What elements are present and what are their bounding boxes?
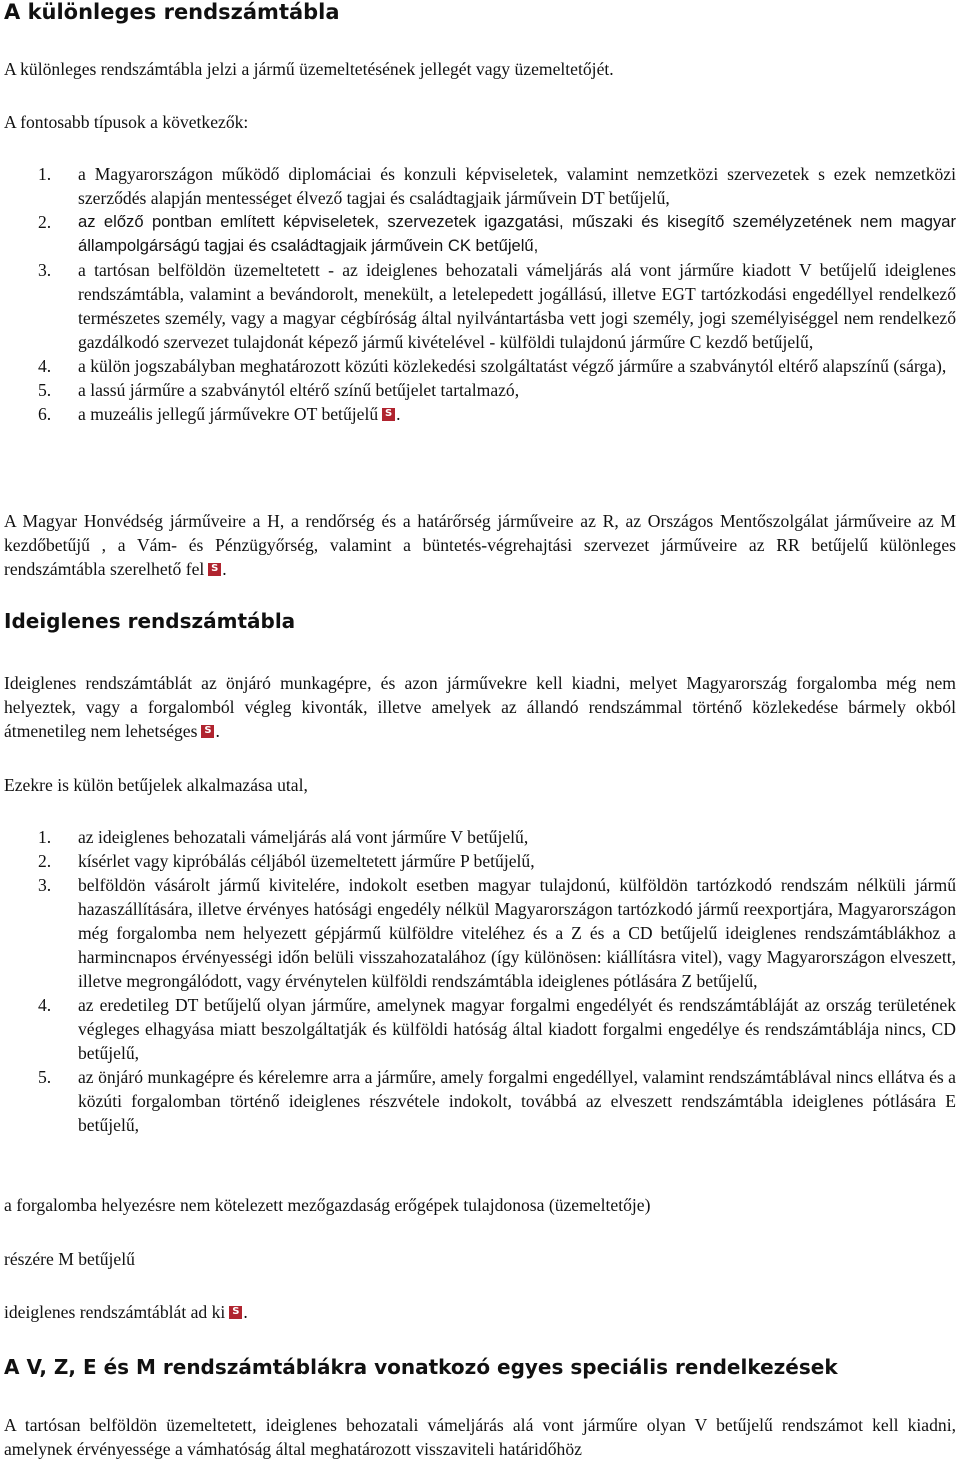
list-number: 4.	[38, 995, 52, 1015]
paragraph-intro: A különleges rendszámtábla jelzi a jármű üzemeltetésének jellegét vagy üzemeltetőjét.	[4, 59, 614, 79]
list-item	[0, 162, 956, 210]
list-number: 5.	[38, 380, 52, 400]
list-text: a külön jogszabályban meghatározott közúti közlekedési szolgáltatást végző járműre a szabványtól eltérő alapszínű (sárga),	[78, 356, 947, 376]
section-title-kulonleges: A különleges rendszámtábla	[4, 0, 340, 24]
paragraph-end: .	[243, 1302, 248, 1322]
section-title-ideiglenes: Ideiglenes rendszámtábla	[4, 609, 296, 633]
list-text: az önjáró munkagépre és kérelemre arra a járműre, amely forgalmi engedéllyel, valamint rendszámtáblával nincs ellátva és a közúti forgalomban történő ideiglenes részvétele indokolt, továbbá az elveszett rendszámtábla ideiglenes pótlására E betűjelű,	[78, 1067, 956, 1135]
list-item	[0, 258, 956, 354]
list-text: a lassú járműre a szabványtól eltérő színű betűjelet tartalmazó,	[78, 380, 520, 400]
list-text: kísérlet vagy kipróbálás céljából üzemeltetett járműre P betűjelű,	[78, 851, 535, 871]
list-text: a Magyarországon működő diplomáciai és konzuli képviseletek, valamint nemzetközi szervezetek s ezek nemzetközi szerződés alapján mentességet élvező tagjai és családtagjaik járművein DT betűjelű,	[78, 164, 956, 208]
temporary-plates-list	[0, 825, 956, 1137]
list-text: az eredetileg DT betűjelű olyan járműre, amelynek magyar forgalmi engedélyét és rendszámtábláját az ország területének végleges elhagyása miatt beszolgáltatják és külföldi hatóság által kiadott forgalmi engedélye és rendszámtáblája nincs, CD betűjelű,	[78, 995, 956, 1063]
list-number: 1.	[38, 164, 52, 184]
list-text: belföldön vásárolt jármű kivitelére, indokolt esetben magyar tulajdonú, külföldön tartózkodó rendszám nélküli jármű hazaszállítására, illetve érvényes hatósági engedély nélkül Magyarországon tartózkodó jármű reexportjára, Magyarországon még forgalomba nem helyezett gépjármű külföldre viteléhez és a Z és a CD betűjelű ideiglenes rendszámtáblákhoz a harmincnapos érvényességi időn belüli visszahozatalához (így különösen: kiállításra vitel), vagy Magyarországon elveszett, illetve megrongálódott, vagy érvénytelen külföldi rendszámtábla ideiglenes pótlására Z betűjelű,	[78, 875, 956, 991]
paragraph-kiad	[4, 1300, 956, 1324]
paragraph-ideiglenes-intro	[4, 671, 956, 743]
paragraph-end: .	[222, 559, 227, 579]
section-title-specialis: A V, Z, E és M rendszámtáblákra vonatkozó egyes speciális rendelkezések	[4, 1355, 838, 1379]
list-text: a muzeális jellegű járművekre OT betűjelű	[78, 404, 379, 424]
paragraph-types-intro: A fontosabb típusok a következők:	[4, 112, 249, 132]
paragraph-honvedseg	[4, 509, 956, 581]
list-item	[0, 849, 956, 873]
list-text: az ideiglenes behozatali vámeljárás alá vont járműre V betűjelű,	[78, 827, 529, 847]
list-text: az előző pontban említett képviseletek, szervezetek igazgatási, műszaki és kisegítő személyzetének nem magyar állampolgárságú tagjai és családtagjaik járművein CK betűjelű,	[78, 212, 956, 255]
list-item	[0, 1065, 956, 1137]
list-item	[0, 402, 956, 426]
list-text: a tartósan belföldön üzemeltetett - az ideiglenes behozatali vámeljárás alá vont járműre kiadott V betűjelű ideiglenes rendszámtábla, valamint a bevándorolt, menekült, a letelepedett jogállású, illetve EGT tartózkodási engedéllyel rendelkező természetes személy, vagy a magyar cégbíróság által nyilvántartásba vett jogi személy, jogi személyiséggel nem rendelkező gazdálkodó szervezet tulajdonát képező jármű kivételével - külföldi tulajdonú járműre C kezdő betűjelű,	[78, 260, 956, 352]
list-item	[0, 825, 956, 849]
source-link-icon[interactable]	[201, 725, 214, 738]
paragraph-betujelek: Ezekre is külön betűjelek alkalmazása utal,	[4, 775, 308, 795]
list-number: 4.	[38, 356, 52, 376]
special-plates-list	[0, 162, 956, 426]
list-text-end: .	[396, 404, 401, 424]
source-link-icon[interactable]	[208, 563, 221, 576]
list-item	[0, 210, 956, 258]
list-number: 2.	[38, 851, 52, 871]
paragraph-honvedseg-text: A Magyar Honvédség járműveire a H, a rendőrség és a határőrség járműveire az R, az Országos Mentőszolgálat járműveire az M kezdőbetűjű , a Vám- és Pénzügyőrség, valamint a büntetés-végrehajtási szervezet járműveire az RR betűjelű különleges rendszámtábla szerelhető fel	[4, 511, 956, 579]
paragraph-ideiglenes-text: Ideiglenes rendszámtáblát az önjáró munkagépre, és azon járművekre kell kiadni, melyet Magyarország forgalomba még nem helyeztek, vagy a forgalomból végleg kivonták, illetve amelyek az állandó rendszámmal történő közlekedése bármely okból átmenetileg nem lehetséges	[4, 673, 956, 741]
list-number: 3.	[38, 875, 52, 895]
list-number: 6.	[38, 404, 52, 424]
list-item	[0, 354, 956, 378]
source-link-icon[interactable]	[382, 408, 395, 421]
list-number: 1.	[38, 827, 52, 847]
list-number: 3.	[38, 260, 52, 280]
paragraph-kiad-text: ideiglenes rendszámtáblát ad ki	[4, 1302, 226, 1322]
list-item	[0, 993, 956, 1065]
list-item	[0, 873, 956, 993]
source-link-icon[interactable]	[229, 1306, 242, 1319]
paragraph-m-betujel: részére M betűjelű	[4, 1249, 135, 1269]
paragraph-end: .	[215, 721, 220, 741]
list-number: 2.	[38, 212, 52, 232]
paragraph-specialis: A tartósan belföldön üzemeltetett, ideiglenes behozatali vámeljárás alá vont járműre olyan V betűjelű rendszámot kell kiadni, amelynek érvényessége a vámhatóság által meghatározott visszaviteli határidőhöz	[4, 1415, 956, 1459]
list-item	[0, 378, 956, 402]
list-number: 5.	[38, 1067, 52, 1087]
paragraph-mezogazdasag: a forgalomba helyezésre nem kötelezett mezőgazdaság erőgépek tulajdonosa (üzemeltetője)	[4, 1195, 651, 1215]
